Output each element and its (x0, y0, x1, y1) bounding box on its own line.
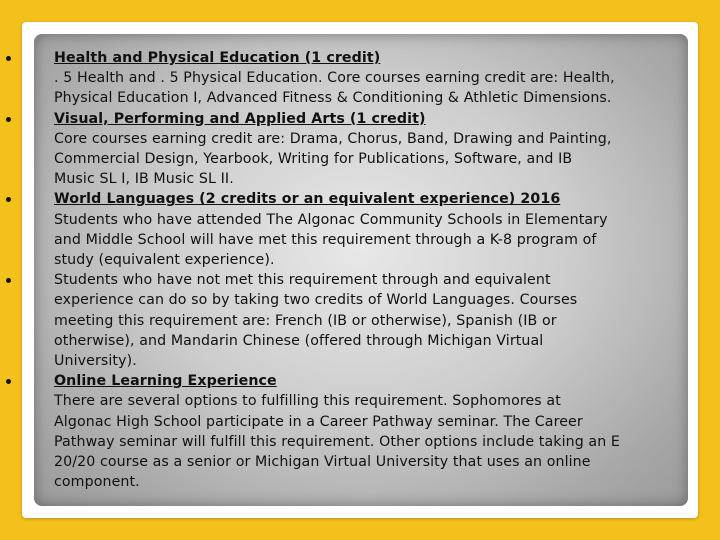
bullet-health-pe (0, 48, 712, 109)
bullet-text-line: Students who have attended The Algonac Community Schools in Elementary (54, 211, 608, 228)
slide-text-body (0, 48, 712, 492)
bullet-text-line: Core courses earning credit are: Drama, Chorus, Band, Drawing and Painting, (54, 130, 612, 147)
bullet-online-learning (0, 371, 712, 492)
bullet-text-line: . 5 Health and . 5 Physical Education. Core courses earning credit are: Health, (54, 70, 615, 87)
bullet-text-line: Physical Education I, Advanced Fitness & Conditioning & Athletic Dimensions. (54, 90, 612, 107)
bullet-text-line: University). (54, 353, 137, 370)
bullet-world-languages (0, 189, 712, 270)
bullet-text-line: study (equivalent experience). (54, 252, 275, 269)
bullet-text-line: 20/20 course as a senior or Michigan Virtual University that uses an online (54, 454, 591, 471)
bullet-heading: World Languages (2 credits or an equivalent experience) 2016 (54, 191, 561, 208)
bullet-text-line: otherwise), and Mandarin Chinese (offered through Michigan Virtual (54, 332, 544, 349)
bullet-text-line: Pathway seminar will fulfill this requirement. Other options include taking an E (54, 433, 620, 450)
bullet-text-line: Algonac High School participate in a Career Pathway seminar. The Career (54, 413, 583, 430)
bullet-text-line: Commercial Design, Yearbook, Writing for Publications, Software, and IB (54, 151, 573, 168)
bullet-text-line: Students who have not met this requirement through and equivalent (54, 272, 551, 289)
bullet-text-line: component. (54, 474, 140, 491)
bullet-text-line: meeting this requirement are: French (IB or otherwise), Spanish (IB or (54, 312, 557, 329)
bullet-text-line: There are several options to fulfilling this requirement. Sophomores at (54, 393, 561, 410)
bullet-heading: Health and Physical Education (1 credit) (54, 50, 381, 66)
bullet-arts (0, 109, 712, 190)
bullet-text-line: Music SL I, IB Music SL II. (54, 171, 234, 188)
bullet-text-line: experience can do so by taking two credits of World Languages. Courses (54, 292, 578, 309)
bullet-languages-alternative (0, 270, 712, 371)
bullet-heading: Visual, Performing and Applied Arts (1 credit) (54, 110, 426, 127)
bullet-heading: Online Learning Experience (54, 373, 277, 390)
bullet-text-line: and Middle School will have met this requirement through a K-8 program of (54, 231, 597, 248)
